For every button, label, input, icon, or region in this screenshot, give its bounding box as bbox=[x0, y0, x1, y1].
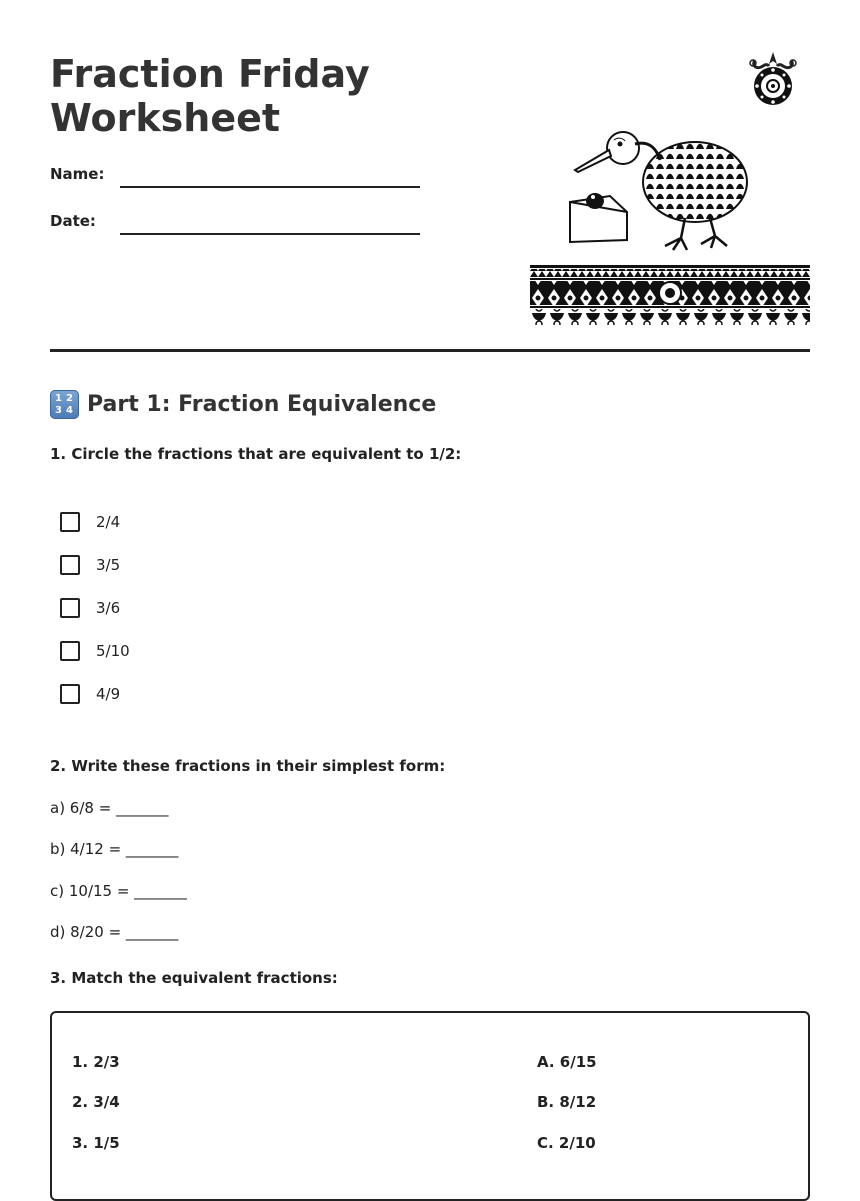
decorative-pattern-border bbox=[530, 265, 810, 329]
simplify-item-c[interactable]: c) 10/15 = _______ bbox=[50, 882, 187, 900]
worksheet-title: Fraction Friday Worksheet bbox=[50, 52, 370, 140]
option-label: 5/10 bbox=[96, 642, 130, 660]
question-1: 1. Circle the fractions that are equivalent to 1/2: bbox=[50, 445, 462, 463]
match-left-3: 3. 1/5 bbox=[72, 1134, 120, 1152]
name-field[interactable] bbox=[120, 186, 420, 188]
question-2: 2. Write these fractions in their simplest form: bbox=[50, 757, 446, 775]
simplify-item-d[interactable]: d) 8/20 = _______ bbox=[50, 923, 179, 941]
part1-heading bbox=[50, 388, 436, 420]
worksheet-page bbox=[50, 0, 810, 1161]
option-checkbox[interactable] bbox=[60, 512, 80, 532]
kiwi-bird-with-cake-icon bbox=[565, 120, 755, 260]
option-checkbox[interactable] bbox=[60, 555, 80, 575]
part1-title: Part 1: Fraction Equivalence bbox=[87, 391, 437, 417]
option-4-9[interactable] bbox=[60, 682, 120, 706]
option-checkbox[interactable] bbox=[60, 598, 80, 618]
simplify-item-b[interactable]: b) 4/12 = _______ bbox=[50, 840, 179, 858]
name-label: Name: bbox=[50, 165, 105, 183]
match-box bbox=[50, 1011, 810, 1201]
match-right-b: B. 8/12 bbox=[537, 1093, 597, 1111]
header-divider bbox=[50, 349, 810, 352]
ornamental-emblem-icon bbox=[747, 50, 799, 108]
question-3: 3. Match the equivalent fractions: bbox=[50, 969, 338, 987]
date-label: Date: bbox=[50, 212, 96, 230]
date-field[interactable] bbox=[120, 233, 420, 235]
option-5-10[interactable] bbox=[60, 639, 130, 663]
simplify-item-a[interactable]: a) 6/8 = _______ bbox=[50, 799, 169, 817]
option-2-4[interactable] bbox=[60, 510, 120, 534]
option-label: 4/9 bbox=[96, 685, 121, 703]
match-right-a: A. 6/15 bbox=[537, 1053, 597, 1071]
option-checkbox[interactable] bbox=[60, 684, 80, 704]
match-left-2: 2. 3/4 bbox=[72, 1093, 120, 1111]
option-checkbox[interactable] bbox=[60, 641, 80, 661]
option-label: 3/6 bbox=[96, 599, 121, 617]
match-right-c: C. 2/10 bbox=[537, 1134, 596, 1152]
option-3-5[interactable] bbox=[60, 553, 120, 577]
numbers-1234-icon: 1 2 3 4 bbox=[50, 390, 79, 419]
option-3-6[interactable] bbox=[60, 596, 120, 620]
match-left-1: 1. 2/3 bbox=[72, 1053, 120, 1071]
option-label: 2/4 bbox=[96, 513, 121, 531]
option-label: 3/5 bbox=[96, 556, 121, 574]
